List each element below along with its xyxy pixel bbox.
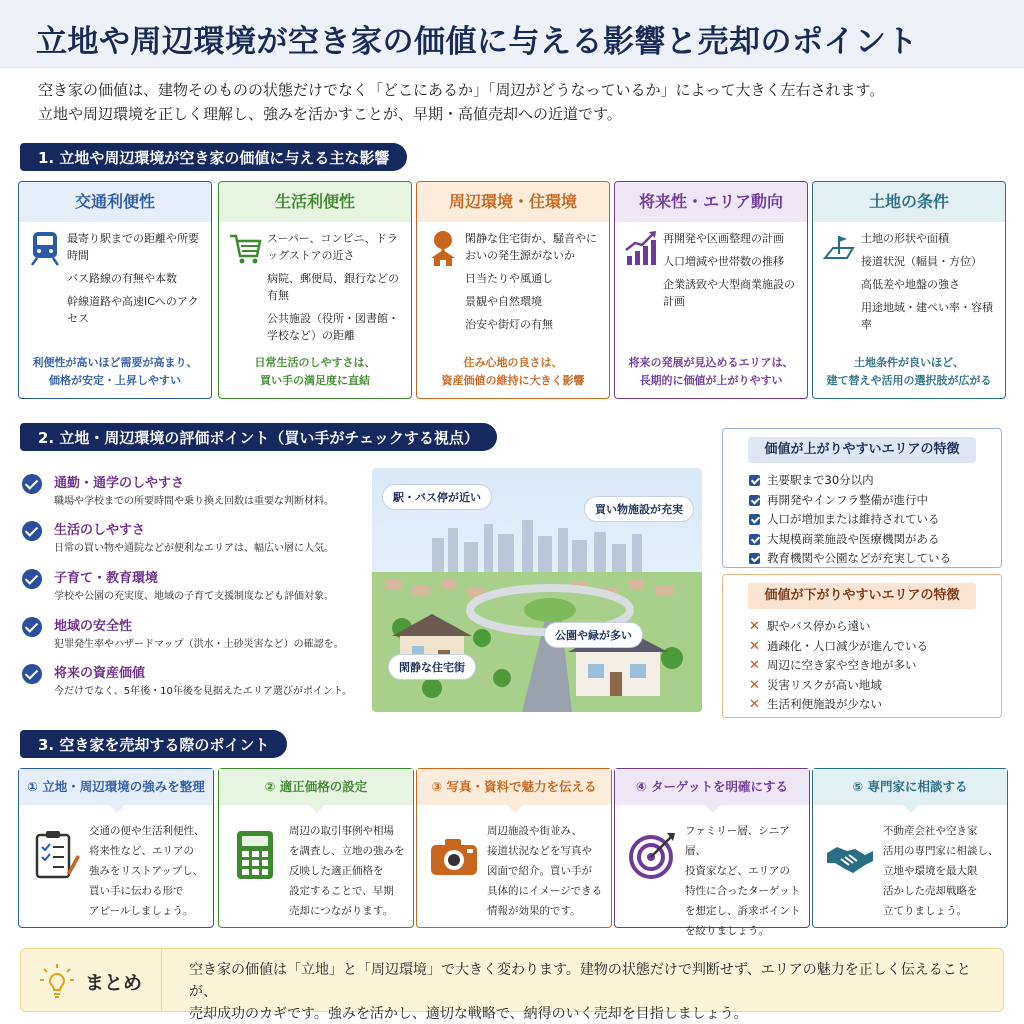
town-illustration — [372, 468, 702, 712]
summary-line: 空き家の価値は「立地」と「周辺環境」で大きく変わります。建物の状態だけで判断せず、エリアの魅力を正しく伝えることが、 — [189, 962, 971, 1000]
text-line: 反映した適正価格を — [289, 865, 384, 877]
land-plot-icon — [821, 228, 857, 268]
panel-item: 教育機関や公園などが充実している — [749, 549, 1001, 569]
influence-card-transport — [18, 181, 212, 399]
card-title: ⑤ 専門家に相談する — [813, 769, 1007, 805]
pointer-triangle — [109, 805, 125, 813]
card-text — [883, 821, 1003, 921]
card-text — [685, 821, 805, 941]
panel-item: 主要駅まで30分以内 — [749, 471, 1001, 491]
text-line: 具体的にイメージできる — [487, 885, 603, 897]
panel-heading: 価値が下がりやすいエリアの特徴 — [748, 583, 976, 609]
card-item: 人口増減や世帯数の推移 — [663, 255, 784, 268]
text-line: を想定し、訴求ポイント — [685, 905, 801, 917]
bubble-quiet: 閑静な住宅街 — [388, 654, 476, 680]
shopping-cart-icon — [227, 228, 263, 268]
card-item: 閑静な住宅街か、騒音やにおいの発生源がないか — [465, 232, 597, 262]
point-desc: 職場や学校までの所要時間や乗り換え回数は重要な判断材料。 — [54, 496, 334, 507]
intro-text — [38, 78, 884, 126]
text-line: 立てりましょう。 — [883, 905, 967, 917]
text-line: 活用の専門家に相談し、 — [883, 845, 999, 857]
card-title: ④ ターゲットを明確にする — [615, 769, 809, 805]
card-item: スーパー、コンビニ、ドラッグストアの近さ — [267, 232, 398, 262]
card-item: 接道状況（幅員・方位） — [861, 255, 982, 268]
card-item: 公共施設（役所・図書館・学校など）の距離 — [267, 312, 399, 342]
card-item: 治安や街灯の有無 — [465, 318, 553, 331]
panel-item: ✕ 駅やバス停から遠い — [749, 617, 1001, 637]
text-line: 図面で紹介。買い手が — [487, 865, 592, 877]
check-icon — [22, 569, 42, 589]
card-note — [817, 354, 1001, 390]
bad-area-panel — [722, 574, 1002, 718]
section2-heading: 2. 立地・周辺環境の評価ポイント（買い手がチェックする視点） — [20, 423, 497, 451]
note-line: 利便性が高いほど需要が高まり、 — [32, 356, 198, 369]
text-line: 活かした売却戦略を — [883, 885, 978, 897]
panel-item: 人口が増加または維持されている — [749, 510, 1001, 530]
card-title: 交通利便性 — [19, 182, 211, 222]
bubble-station: 駅・バス停が近い — [382, 484, 492, 510]
text-line: 買い手に伝わる形で — [89, 885, 184, 897]
card-text — [89, 821, 209, 921]
checklist-icon — [31, 829, 81, 883]
card-item: 最寄り駅までの距離や所要時間 — [67, 232, 199, 262]
note-line: 建て替えや活用の選択肢が広がる — [826, 374, 992, 387]
summary-line: 売却成功のカギです。強みを活かし、適切な戦略で、納得のいく売却を目指しましょう。 — [189, 1006, 748, 1022]
card-note — [23, 354, 207, 390]
text-line: 周辺施設や街並み、 — [487, 825, 583, 837]
influence-card-land — [812, 181, 1006, 399]
card-item: 企業誘致や大型商業施設の計画 — [663, 278, 795, 308]
card-title: 生活利便性 — [219, 182, 411, 222]
note-line: 買い手の満足度に直結 — [260, 374, 370, 387]
panel-item: ✕ 過疎化・人口減少が進んでいる — [749, 637, 1001, 657]
card-item: 高低差や地盤の強さ — [861, 278, 960, 291]
summary-text — [189, 959, 993, 1024]
card-item: 日当たりや風通し — [465, 272, 553, 285]
point-title: 子育て・教育環境 — [54, 571, 159, 586]
growth-chart-icon — [623, 228, 659, 268]
text-line: 特性に合ったターゲット — [685, 885, 801, 897]
note-line: 将来の発展が見込めるエリアは、 — [628, 356, 794, 369]
point-desc: 犯罪発生率やハザードマップ（洪水・土砂災害など）の確認を。 — [54, 639, 344, 650]
point-title: 将来の資産価値 — [54, 666, 146, 681]
text-line: 接道状況などを写真や — [487, 845, 592, 857]
text-line: 将来性など、エリアの — [89, 845, 194, 857]
summary-label: まとめ — [85, 972, 143, 994]
panel-item: ✕ 災害リスクが高い地域 — [749, 676, 1001, 696]
text-line: 強みをリストアップし、 — [89, 865, 204, 877]
target-icon — [627, 829, 677, 883]
text-line: 設定することで、早期 — [289, 885, 394, 897]
card-title: ③ 写真・資料で魅力を伝える — [417, 769, 611, 805]
card-text — [487, 821, 607, 921]
camera-icon — [429, 829, 479, 883]
lightbulb-icon — [39, 963, 75, 999]
pointer-triangle — [705, 805, 721, 813]
note-line: 住み心地の良さは、 — [463, 356, 563, 369]
card-item: 景観や自然環境 — [465, 295, 542, 308]
selling-point-card-photos — [416, 768, 612, 928]
card-note — [619, 354, 803, 390]
intro-line: 立地や周辺環境を正しく理解し、強みを活かすことが、早期・高値売却への近道です。 — [38, 105, 622, 123]
influence-card-environment — [416, 181, 610, 399]
text-line: を調査し、立地の強みを — [289, 845, 405, 857]
check-icon — [22, 521, 42, 541]
card-item: 再開発や区画整理の計画 — [663, 232, 784, 245]
good-area-panel — [722, 428, 1002, 568]
point-desc: 学校や公園の充実度、地域の子育て支援制度なども評価対象。 — [54, 591, 334, 602]
bubble-shops: 買い物施設が充実 — [584, 496, 694, 522]
pointer-triangle — [903, 805, 919, 813]
pointer-triangle — [309, 805, 325, 813]
pointer-triangle — [507, 805, 523, 813]
card-note — [421, 354, 605, 390]
card-text — [289, 821, 409, 921]
card-title: 将来性・エリア動向 — [615, 182, 807, 222]
train-icon — [27, 228, 63, 268]
text-line: ファミリー層、シニア層、 — [685, 825, 790, 857]
panel-item: 大規模商業施設や医療機関がある — [749, 530, 1001, 550]
summary-box — [20, 948, 1004, 1022]
card-item: 病院、郵便局、銀行などの有無 — [267, 272, 399, 302]
card-title: ① 立地・周辺環境の強みを整理 — [19, 769, 213, 805]
panel-item: 再開発やインフラ整備が進行中 — [749, 491, 1001, 511]
card-item: バス路線の有無や本数 — [67, 272, 177, 285]
note-line: 長期的に価値が上がりやすい — [639, 374, 783, 387]
influence-card-living — [218, 181, 412, 399]
point-title: 通勤・通学のしやすさ — [54, 476, 185, 491]
card-item: 土地の形状や面積 — [861, 232, 949, 245]
bubble-parks: 公園や緑が多い — [544, 622, 643, 648]
check-icon — [22, 664, 42, 684]
house-tree-icon — [425, 228, 461, 268]
panel-heading: 価値が上がりやすいエリアの特徴 — [748, 437, 976, 463]
card-item: 用途地域・建ぺい率・容積率 — [861, 301, 993, 331]
text-line: を絞りましょう。 — [685, 925, 769, 937]
page-title: 立地や周辺環境が空き家の価値に与える影響と売却のポイント — [36, 24, 918, 60]
check-icon — [22, 617, 42, 637]
handshake-icon — [825, 829, 875, 883]
panel-item: ✕ 生活利便施設が少ない — [749, 695, 1001, 715]
text-line: 交通の便や生活利便性、 — [89, 825, 205, 837]
calculator-icon — [231, 829, 281, 883]
text-line: 立地や環境を最大限 — [883, 865, 978, 877]
selling-point-card-expert — [812, 768, 1008, 928]
text-line: 投資家など、エリアの — [685, 865, 790, 877]
point-title: 地域の安全性 — [54, 619, 133, 634]
check-icon — [22, 474, 42, 494]
text-line: 売却につながります。 — [289, 905, 393, 917]
point-title: 生活のしやすさ — [54, 523, 146, 538]
selling-point-card-price — [218, 768, 414, 928]
text-line: 周辺の取引事例や相場 — [289, 825, 394, 837]
card-title: 土地の条件 — [813, 182, 1005, 222]
note-line: 土地条件が良いほど、 — [854, 356, 964, 369]
note-line: 日常生活のしやすさは、 — [254, 356, 376, 369]
section3-heading: 3. 空き家を売却する際のポイント — [20, 730, 287, 758]
point-desc: 日常の買い物や通院などが便利なエリアは、幅広い層に人気。 — [54, 543, 334, 554]
point-desc: 今だけでなく、5年後・10年後を見据えたエリア選びがポイント。 — [54, 686, 352, 697]
card-item: 幹線道路や高速ICへのアクセス — [67, 295, 199, 325]
card-title: 周辺環境・住環境 — [417, 182, 609, 222]
influence-card-future — [614, 181, 808, 399]
card-title: ② 適正価格の設定 — [219, 769, 413, 805]
text-line: 情報が効果的です。 — [487, 905, 581, 917]
panel-item: ✕ 周辺に空き家や空き地が多い — [749, 656, 1001, 676]
title-bar — [0, 0, 1024, 68]
text-line: アピールしましょう。 — [89, 905, 194, 917]
selling-point-card-strengths — [18, 768, 214, 928]
note-line: 価格が安定・上昇しやすい — [49, 374, 181, 387]
note-line: 資産価値の維持に大きく影響 — [441, 374, 585, 387]
section1-heading: 1. 立地や周辺環境が空き家の価値に与える主な影響 — [20, 143, 407, 171]
selling-point-card-target — [614, 768, 810, 937]
card-note — [223, 354, 407, 390]
text-line: 不動産会社や空き家 — [883, 825, 978, 837]
summary-divider — [161, 949, 162, 1011]
intro-line: 空き家の価値は、建物そのものの状態だけでなく「どこにあるか」「周辺がどうなっているか」によって大きく左右されます。 — [38, 81, 885, 99]
